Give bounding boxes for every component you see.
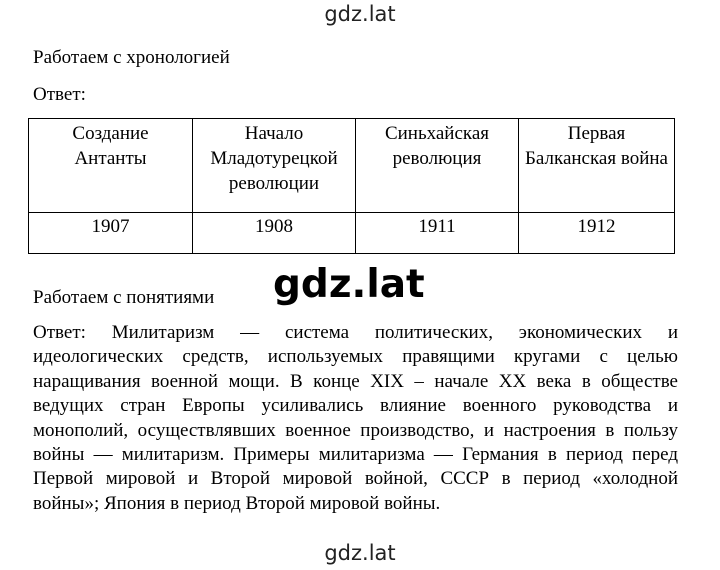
section-heading-concepts: Работаем с понятиями	[33, 287, 215, 308]
year-cell: 1911	[356, 213, 519, 254]
year-cell: 1912	[519, 213, 675, 254]
year-cell: 1908	[193, 213, 356, 254]
event-cell	[193, 119, 356, 213]
event-cell	[519, 119, 675, 213]
answer-paragraph: Ответ: Милитаризм — система политических, экономических и идеологических средств, используемых правящими кругами с целью наращивания военной мощи. В конце XIX – начале XX века в обществе ведущих стран Европы усиливались влияние военного руководства и монополий, осуществлявших военное производство, и настроения в пользу войны — милитаризм. Примеры милитаризма — Германия в период перед Первой мировой и Второй мировой войной, СССР в период «холодной войны»; Япония в период Второй мировой войны.	[33, 322, 678, 514]
event-cell	[356, 119, 519, 213]
watermark-top: gdz.lat	[324, 2, 396, 26]
table-row-years	[29, 213, 675, 254]
section-heading-chronology: Работаем с хронологией	[33, 47, 230, 68]
event-text: Начало Младотурецкой революции	[210, 123, 338, 194]
event-text: Первая Балканская война	[525, 123, 668, 169]
answer-label: Ответ:	[33, 84, 86, 105]
event-cell	[29, 119, 193, 213]
event-text: Синьхайская революция	[384, 123, 490, 169]
table-row-events	[29, 119, 675, 213]
year-cell: 1907	[29, 213, 193, 254]
chronology-table	[28, 118, 675, 254]
watermark-middle: gdz.lat	[273, 262, 425, 307]
watermark-bottom: gdz.lat	[324, 541, 396, 565]
event-text: Создание Антанты	[72, 123, 149, 169]
